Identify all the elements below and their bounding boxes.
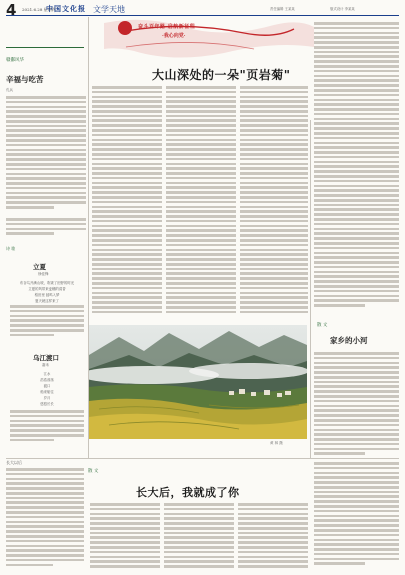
left-article-title: 辛福与吃苦 (6, 75, 44, 84)
poem2-body (10, 410, 84, 454)
bottom-article-col3 (164, 503, 234, 573)
header-info-design: 版式设计 李某某 (330, 7, 355, 11)
poem1-author: 徐佳锋 (38, 272, 49, 276)
bottom-section-tag: 散 文 (88, 469, 99, 474)
main-article-col1 (92, 86, 162, 322)
poem2-line: 岁月 (43, 396, 51, 400)
poem-section-tag: 诗 歌 (6, 246, 16, 251)
theme-banner (104, 17, 314, 63)
column-divider-right (310, 120, 311, 459)
bottom-article-col4 (238, 503, 308, 573)
bottom-article-col5 (314, 462, 399, 572)
photo-caption: 黄 林 摄 (270, 441, 283, 445)
main-article-col3 (240, 86, 308, 322)
page-number: 4 (6, 1, 17, 19)
left-article-body-end (6, 218, 86, 242)
poem2-title: 乌江渡口 (33, 354, 59, 362)
poem1-title: 立夏 (33, 263, 46, 271)
bottom-article-title: 长大后，我就成了你 (136, 486, 240, 499)
poem1-line: 夏天就这样来了 (35, 299, 59, 303)
party-emblem-icon (118, 21, 132, 35)
main-article-col4 (314, 22, 399, 318)
landscape-photo (89, 325, 307, 439)
poem2-line: 悠悠长长 (40, 402, 54, 406)
right-section-tag: 散 文 (317, 323, 328, 328)
poem2-line: 船来船往 (40, 390, 54, 394)
poem1-line: 立夏的风带来麦穗的清香 (28, 287, 66, 291)
banner-subtitle: ·我心向党· (162, 33, 186, 39)
main-article-title: 大山深处的一朵"页岩菊" (152, 68, 291, 82)
poem1-line: 稻田里 蛙鸣入梦 (34, 293, 60, 297)
newspaper-name: 中国文化报 (46, 4, 86, 13)
bottom-section-rule (6, 458, 399, 459)
header-info-editor: 责任编辑 王某某 (270, 7, 295, 11)
poem2-line: 渡口 (43, 384, 51, 388)
section-title: 文学天地 (93, 5, 125, 14)
poem2-line: 浩浩荡荡 (40, 378, 54, 382)
bottom-section-label: 长大以后 (6, 460, 22, 465)
poem2-line: 江水 (43, 372, 51, 376)
main-article-col2 (166, 86, 236, 322)
poem1-body (10, 305, 84, 345)
right-article-body (314, 352, 399, 456)
left-column-frame (6, 47, 84, 57)
left-article-author: 孔兵 (6, 88, 13, 92)
header-rule (6, 15, 399, 16)
bottom-article-col2 (90, 503, 160, 573)
column-label: 赣鄱风华 (6, 58, 24, 63)
right-article-title: 家乡的小河 (330, 336, 368, 345)
left-article-body (6, 96, 86, 216)
bottom-article-col1 (6, 468, 84, 572)
poem1-line: 布谷鸟开满山坡，吹皱了田野的时光 (19, 281, 75, 285)
poem2-author: 嘉禾 (42, 363, 49, 367)
banner-slogan: 奋斗百年路 启航新征程 (138, 24, 196, 30)
publish-date: 2021.6.28 星期四 (22, 7, 56, 12)
